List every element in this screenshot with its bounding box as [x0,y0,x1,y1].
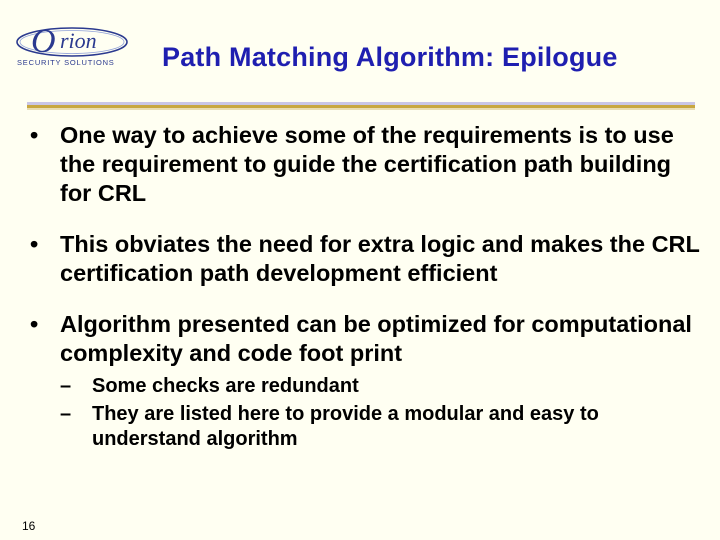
bullet-item [30,310,700,452]
bullet-item [30,121,700,208]
sub-bullet-text: They are listed here to provide a modular and easy to understand algorithm [92,403,599,450]
sub-bullet-text: Some checks are redundant [92,375,359,397]
bullet-list [30,121,700,474]
svg-text:rion: rion [60,28,97,53]
page-number: 16 [22,519,36,533]
bullet-item [30,230,700,288]
bullet-marker: • [30,231,39,257]
sub-bullet-item [60,402,700,452]
bullet-marker: • [30,122,39,148]
svg-text:SECURITY SOLUTIONS: SECURITY SOLUTIONS [17,58,115,67]
sub-bullet-list [60,374,700,452]
bullet-text: One way to achieve some of the requirements is to use the requirement to guide the certification path building for CRL [60,122,674,206]
bullet-marker: • [30,311,39,337]
slide-title: Path Matching Algorithm: Epilogue [162,42,618,72]
bullet-text: Algorithm presented can be optimized for computational complexity and code foot print [60,311,692,366]
svg-text:O: O [31,23,56,60]
company-logo [14,18,136,70]
bullet-text: This obviates the need for extra logic and makes the CRL certification path development efficient [60,231,700,286]
sub-bullet-item [60,374,700,399]
sub-bullet-marker: – [60,375,72,397]
sub-bullet-marker: – [60,403,72,425]
title-divider [27,102,695,110]
